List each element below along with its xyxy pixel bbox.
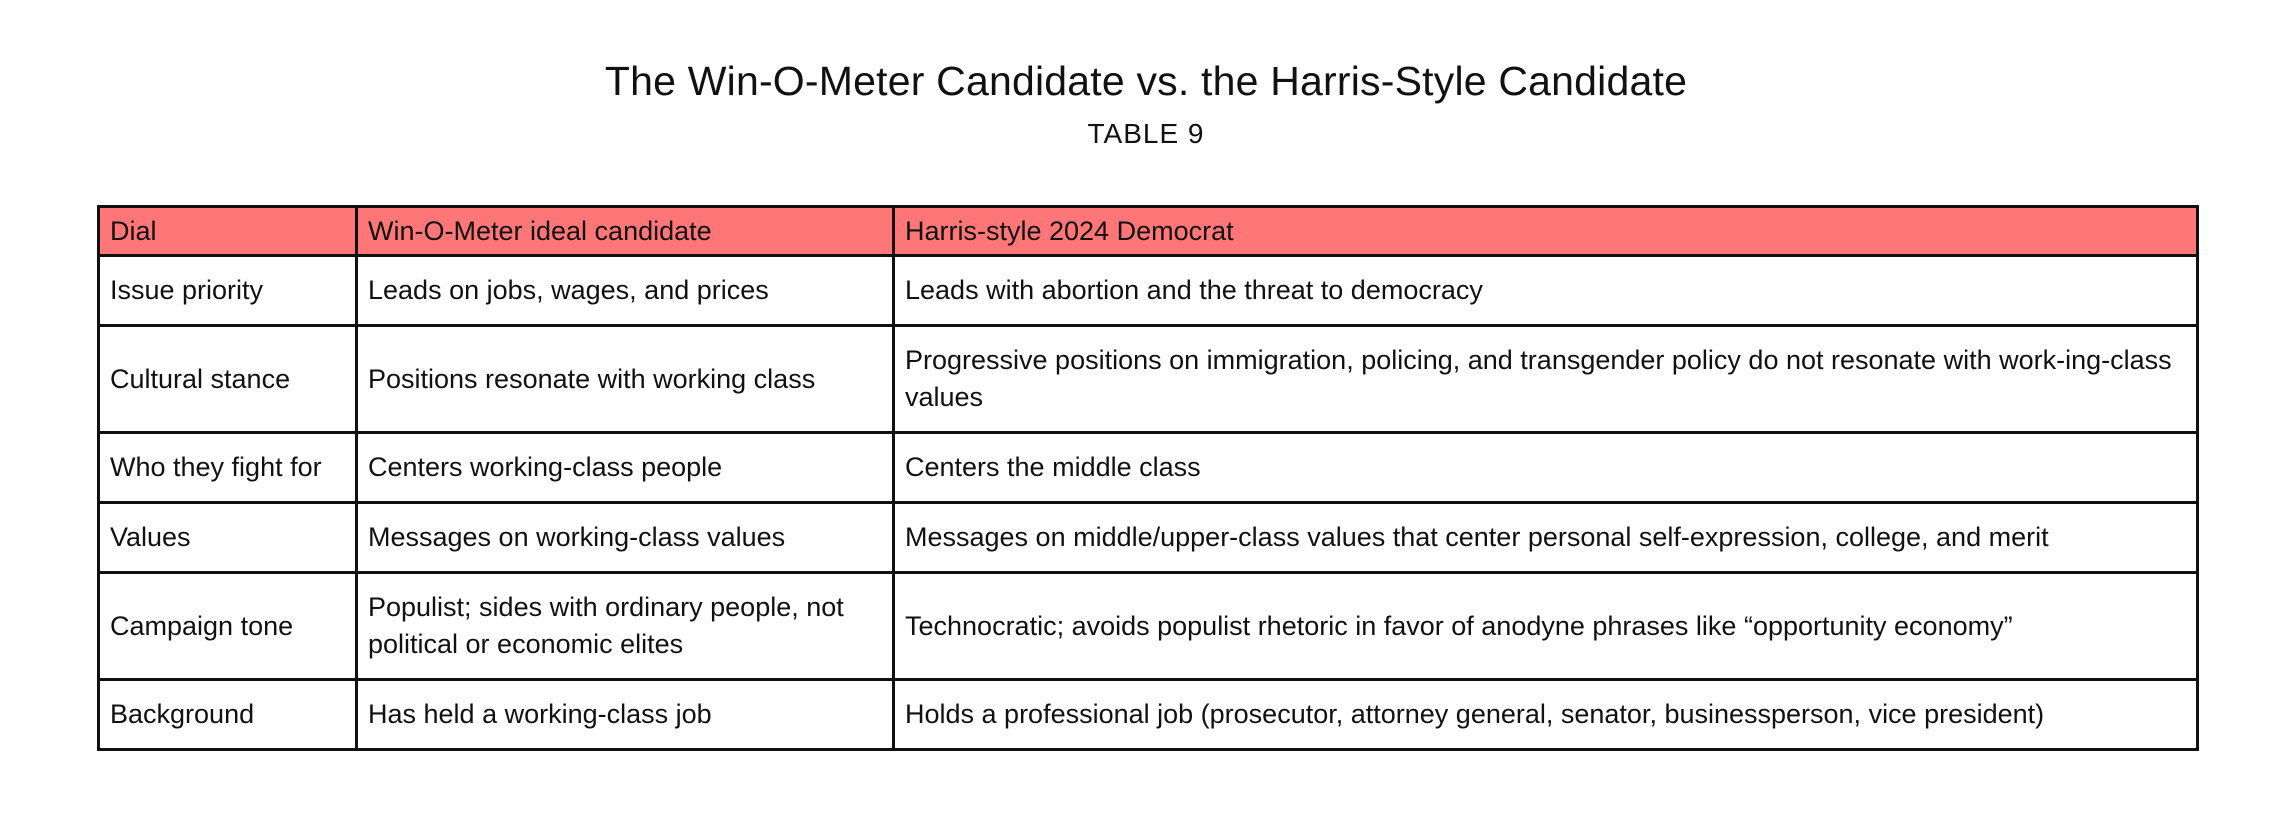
- table-title: The Win-O-Meter Candidate vs. the Harris-Style Candidate: [604, 58, 1688, 104]
- row-harris-style-cell: Technocratic; avoids populist rhetoric in favor of anodyne phrases like “opportunity economy”: [894, 573, 2198, 680]
- row-win-o-meter-cell: Messages on working-class values: [357, 503, 894, 573]
- row-harris-style-cell: Progressive positions on immigration, policing, and transgender policy do not resonate with work-ing-class values: [894, 326, 2198, 433]
- row-win-o-meter-cell: Leads on jobs, wages, and prices: [357, 256, 894, 326]
- row-dial-cell: Who they fight for: [99, 433, 357, 503]
- table-row: [99, 573, 2198, 680]
- table-row: [99, 326, 2198, 433]
- table-row: [99, 433, 2198, 503]
- table-row: [99, 680, 2198, 750]
- header-win-o-meter-candidate: Win-O-Meter ideal candidate: [357, 207, 894, 256]
- row-dial-cell: Values: [99, 503, 357, 573]
- row-dial-cell: Issue priority: [99, 256, 357, 326]
- row-win-o-meter-cell: Populist; sides with ordinary people, not political or economic elites: [357, 573, 894, 680]
- row-harris-style-cell: Holds a professional job (prosecutor, attorney general, senator, businessperson, vice president): [894, 680, 2198, 750]
- row-harris-style-cell: Centers the middle class: [894, 433, 2198, 503]
- header-row: [99, 207, 2198, 256]
- table-number: TABLE 9: [1087, 118, 1205, 149]
- row-dial-cell: Cultural stance: [99, 326, 357, 433]
- header-harris-style-democrat: Harris-style 2024 Democrat: [894, 207, 2198, 256]
- table-row: [99, 256, 2198, 326]
- comparison-table: [97, 205, 2199, 751]
- row-dial-cell: Background: [99, 680, 357, 750]
- row-dial-cell: Campaign tone: [99, 573, 357, 680]
- row-win-o-meter-cell: Positions resonate with working class: [357, 326, 894, 433]
- header-dial: Dial: [99, 207, 357, 256]
- row-harris-style-cell: Leads with abortion and the threat to democracy: [894, 256, 2198, 326]
- row-win-o-meter-cell: Centers working-class people: [357, 433, 894, 503]
- table-row: [99, 503, 2198, 573]
- row-harris-style-cell: Messages on middle/upper-class values that center personal self-expression, college, and merit: [894, 503, 2198, 573]
- row-win-o-meter-cell: Has held a working-class job: [357, 680, 894, 750]
